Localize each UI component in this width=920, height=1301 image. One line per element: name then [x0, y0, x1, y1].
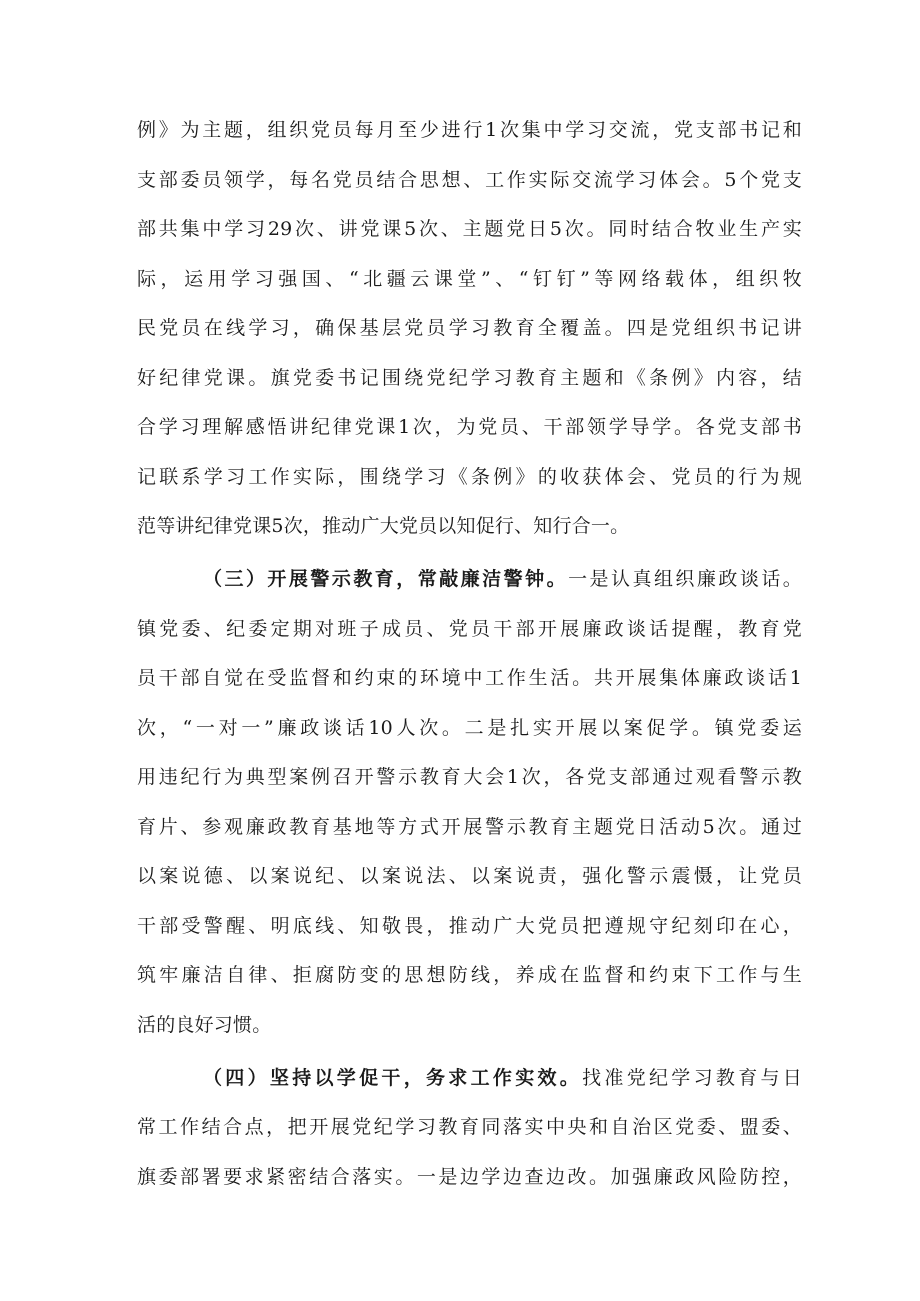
section-4-heading: （四）坚持以学促干，务求工作实效。 — [203, 1067, 583, 1089]
paragraph-2-first-line — [203, 566, 802, 592]
paragraph-2-line-10: 活的良好习惯。 — [137, 1014, 272, 1036]
paragraph-1-line-1: 例》为主题，组织党员每月至少进行1次集中学习交流，党支部书记和 — [137, 119, 802, 141]
paragraph-1-line-8: 记联系学习工作实际，围绕学习《条例》的收获体会、党员的行为规 — [137, 466, 802, 488]
paragraph-3-line-3: 旗委部署要求紧密结合落实。一是边学边查边改。加强廉政风险防控， — [137, 1166, 802, 1188]
paragraph-1-line-9: 范等讲纪律党课5次，推动广大党员以知促行、知行合一。 — [137, 515, 630, 537]
paragraph-2-line-3: 员干部自觉在受监督和约束的环境中工作生活。共开展集体廉政谈话1 — [137, 667, 802, 689]
section-3-heading: （三）开展警示教育，常敲廉洁警钟。 — [203, 568, 569, 590]
paragraph-2-line-5: 用违纪行为典型案例召开警示教育大会1次，各党支部通过观看警示教 — [137, 766, 802, 788]
paragraph-1-line-5: 民党员在线学习，确保基层党员学习教育全覆盖。四是党组织书记讲 — [137, 317, 802, 339]
paragraph-1-line-3: 部共集中学习29次、讲党课5次、主题党日5次。同时结合牧业生产实 — [137, 218, 802, 240]
paragraph-2-line-9: 筑牢廉洁自律、拒腐防变的思想防线，养成在监督和约束下工作与生 — [137, 964, 802, 986]
paragraph-1-line-2: 支部委员领学，每名党员结合思想、工作实际交流学习体会。5个党支 — [137, 169, 802, 191]
paragraph-3-first-line — [203, 1065, 802, 1091]
paragraph-1-line-7: 合学习理解感悟讲纪律党课1次，为党员、干部领学导学。各党支部书 — [137, 416, 802, 438]
paragraph-2-line-7: 以案说德、以案说纪、以案说法、以案说责，强化警示震慑，让党员 — [137, 865, 802, 887]
paragraph-1-line-4: 际，运用学习强国、“北疆云课堂”、“钉钉”等网络载体，组织牧 — [137, 268, 802, 290]
paragraph-2-line-2: 镇党委、纪委定期对班子成员、党员干部开展廉政谈话提醒，教育党 — [137, 618, 802, 640]
paragraph-2-first-line-text: 一是认真组织廉政谈话。 — [568, 568, 803, 590]
paragraph-3-line-2: 常工作结合点，把开展党纪学习教育同落实中央和自治区党委、盟委、 — [137, 1116, 802, 1138]
paragraph-2-line-6: 育片、参观廉政教育基地等方式开展警示教育主题党日活动5次。通过 — [137, 816, 802, 838]
paragraph-2-line-8: 干部受警醒、明底线、知敬畏，推动广大党员把遵规守纪刻印在心， — [137, 915, 802, 937]
paragraph-1-line-6: 好纪律党课。旗党委书记围绕党纪学习教育主题和《条例》内容，结 — [137, 367, 802, 389]
paragraph-2-line-4: 次，“一对一”廉政谈话10人次。二是扎实开展以案促学。镇党委运 — [137, 717, 802, 739]
paragraph-3-first-line-text: 找准党纪学习教育与日 — [582, 1067, 802, 1089]
